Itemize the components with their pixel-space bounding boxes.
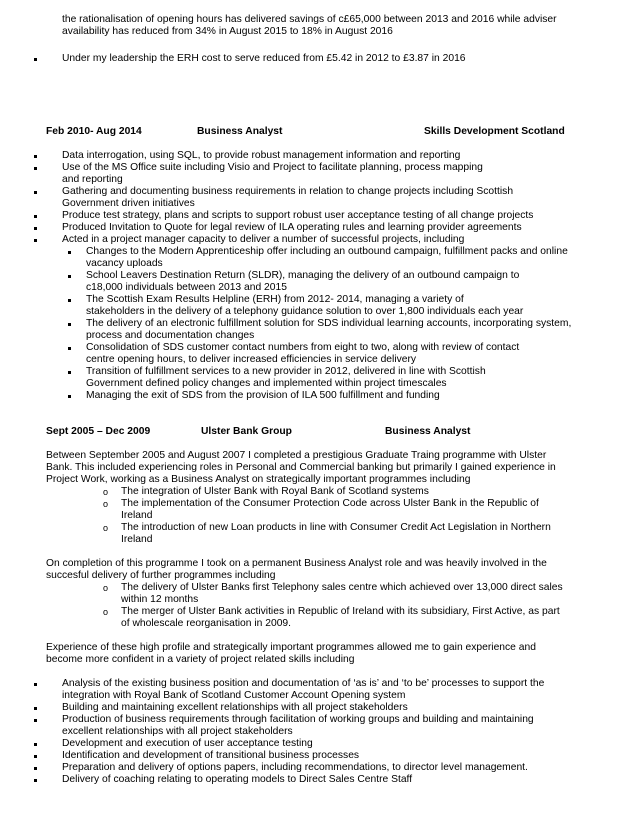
job2-bullet-4: Development and execution of user acceptance testing <box>62 738 313 749</box>
square-bullet-icon <box>68 323 71 326</box>
job2-bullet-1: Analysis of the existing business position and documentation of ‘as is’ and ‘to be’ processes to support the <box>62 678 545 689</box>
circle-bullet-icon: o <box>103 583 109 593</box>
job1-sub-5-cont: centre opening hours, to deliver increased efficiencies in service delivery <box>86 354 417 365</box>
job1-bullet-1: Data interrogation, using SQL, to provide robust management information and reporting <box>62 150 461 161</box>
job1-sub-2: School Leavers Destination Return (SLDR), managing the delivery of an outbound campaign to <box>86 270 520 281</box>
job1-sub-6-cont: Government defined policy changes and implemented within project timescales <box>86 378 447 389</box>
job2-circle2-1: The delivery of Ulster Banks first Telephony sales centre which achieved over 13,000 direct sales <box>121 582 563 593</box>
job2-bullet-3-cont: excellent relationships with all project stakeholders <box>62 726 293 737</box>
job1-sub-5: Consolidation of SDS customer contact numbers from eight to two, along with review of contact <box>86 342 520 353</box>
job2-bullet-7: Delivery of coaching relating to operating models to Direct Sales Centre Staff <box>62 774 413 785</box>
job2-para1-line-1: Between September 2005 and August 2007 I completed a prestigious Graduate Traing programme with Ulster <box>46 450 547 461</box>
job2-para1-line-2: Bank. This included experiencing roles in Personal and Commercial banking but primarily I gained experience in <box>46 462 556 473</box>
job1-sub-6: Transition of fulfillment services to a new provider in 2012, delivered in line with Scottish <box>86 366 486 377</box>
square-bullet-icon <box>68 371 71 374</box>
job1-sub-2-cont: c18,000 individuals between 2013 and 2015 <box>86 282 287 293</box>
square-bullet-icon <box>34 191 37 194</box>
job2-circle1-1: The integration of Ulster Bank with Royal Bank of Scotland systems <box>121 486 429 497</box>
continued-bullet: Under my leadership the ERH cost to serve reduced from £5.42 in 2012 to £3.87 in 2016 <box>62 53 466 64</box>
job1-sub-4: The delivery of an electronic fulfillment solution for SDS individual learning accounts, incorporating system, <box>86 318 572 329</box>
square-bullet-icon <box>34 767 37 770</box>
square-bullet-icon <box>68 275 71 278</box>
square-bullet-icon <box>34 755 37 758</box>
square-bullet-icon <box>68 251 71 254</box>
circle-bullet-icon: o <box>103 499 109 509</box>
square-bullet-icon <box>34 227 37 230</box>
square-bullet-icon <box>34 239 37 242</box>
square-bullet-icon <box>68 347 71 350</box>
continued-line-1: the rationalisation of opening hours has delivered savings of c£65,000 between 2013 and 2016 while adviser <box>62 14 557 25</box>
job1-bullet-3-cont: Government driven initiatives <box>62 198 195 209</box>
circle-bullet-icon: o <box>103 607 109 617</box>
square-bullet-icon <box>34 58 37 61</box>
job2-para2-line-1: On completion of this programme I took on a permanent Business Analyst role and was heavily involved in the <box>46 558 547 569</box>
continued-line-2: availability has reduced from 34% in August 2015 to 18% in August 2016 <box>62 26 393 37</box>
job1-sub-3: The Scottish Exam Results Helpline (ERH) from 2012- 2014, managing a variety of <box>86 294 464 305</box>
job1-bullet-5: Produced Invitation to Quote for legal review of ILA operating rules and learning provider agreements <box>62 222 522 233</box>
job1-bullet-4: Produce test strategy, plans and scripts to support robust user acceptance testing of all change projects <box>62 210 534 221</box>
circle-bullet-icon: o <box>103 523 109 533</box>
square-bullet-icon <box>34 167 37 170</box>
job2-circle1-2-cont: Ireland <box>121 510 153 521</box>
square-bullet-icon <box>34 743 37 746</box>
circle-bullet-icon: o <box>103 487 109 497</box>
job2-para1-line-3: Project Work, working as a Business Analyst on strategically important programmes including <box>46 474 471 485</box>
job1-sub-3-cont: stakeholders in the delivery of a telephony guidance solution to over 1,800 individuals each year <box>86 306 524 317</box>
job2-bullet-5: Identification and development of transitional business processes <box>62 750 360 761</box>
square-bullet-icon <box>34 155 37 158</box>
square-bullet-icon <box>34 719 37 722</box>
square-bullet-icon <box>34 215 37 218</box>
job1-sub-4-cont: process and documentation changes <box>86 330 255 341</box>
job1-sub-1-cont: vacancy uploads <box>86 258 163 269</box>
job1-bullet-2-cont: and reporting <box>62 174 123 185</box>
job1-employer: Skills Development Scotland <box>424 126 565 137</box>
job1-dates: Feb 2010- Aug 2014 <box>46 126 142 137</box>
job2-employer: Ulster Bank Group <box>201 426 292 437</box>
job2-circle2-1-cont: within 12 months <box>121 594 199 605</box>
job2-circle1-3-cont: Ireland <box>121 534 153 545</box>
job1-bullet-6: Acted in a project manager capacity to deliver a number of successful projects, including <box>62 234 465 245</box>
job1-sub-1: Changes to the Modern Apprenticeship offer including an outbound campaign, fulfillment packs and online <box>86 246 568 257</box>
job2-circle2-2-cont: of wholescale reorganisation in 2009. <box>121 618 292 629</box>
job2-para2-line-2: succesful delivery of further programmes including <box>46 570 276 581</box>
square-bullet-icon <box>34 707 37 710</box>
job2-bullet-1-cont: integration with Royal Bank of Scotland Customer Account Opening system <box>62 690 406 701</box>
square-bullet-icon <box>68 299 71 302</box>
job2-circle1-2: The implementation of the Consumer Protection Code across Ulster Bank in the Republic of <box>121 498 539 509</box>
square-bullet-icon <box>68 395 71 398</box>
job1-sub-7: Managing the exit of SDS from the provision of ILA 500 fulfillment and funding <box>86 390 440 401</box>
job2-circle2-2: The merger of Ulster Bank activities in Republic of Ireland with its subsidiary, First Active, as part <box>121 606 560 617</box>
square-bullet-icon <box>34 779 37 782</box>
job2-circle1-3: The introduction of new Loan products in line with Consumer Credit Act Legislation in Northern <box>121 522 551 533</box>
job1-bullet-3: Gathering and documenting business requirements in relation to change projects including Scottish <box>62 186 514 197</box>
job2-bullet-6: Preparation and delivery of options papers, including recommendations, to director level management. <box>62 762 528 773</box>
job1-title: Business Analyst <box>197 126 283 137</box>
job2-title: Business Analyst <box>385 426 471 437</box>
job2-dates: Sept 2005 – Dec 2009 <box>46 426 151 437</box>
job2-bullet-2: Building and maintaining excellent relationships with all project stakeholders <box>62 702 408 713</box>
square-bullet-icon <box>34 683 37 686</box>
job2-para3-line-1: Experience of these high profile and strategically important programmes allowed me to gain experience and <box>46 642 536 653</box>
job2-para3-line-2: become more confident in a variety of project related skills including <box>46 654 355 665</box>
job1-bullet-2: Use of the MS Office suite including Visio and Project to facilitate planning, process mapping <box>62 162 483 173</box>
job2-bullet-3: Production of business requirements through facilitation of working groups and building and maintaining <box>62 714 534 725</box>
